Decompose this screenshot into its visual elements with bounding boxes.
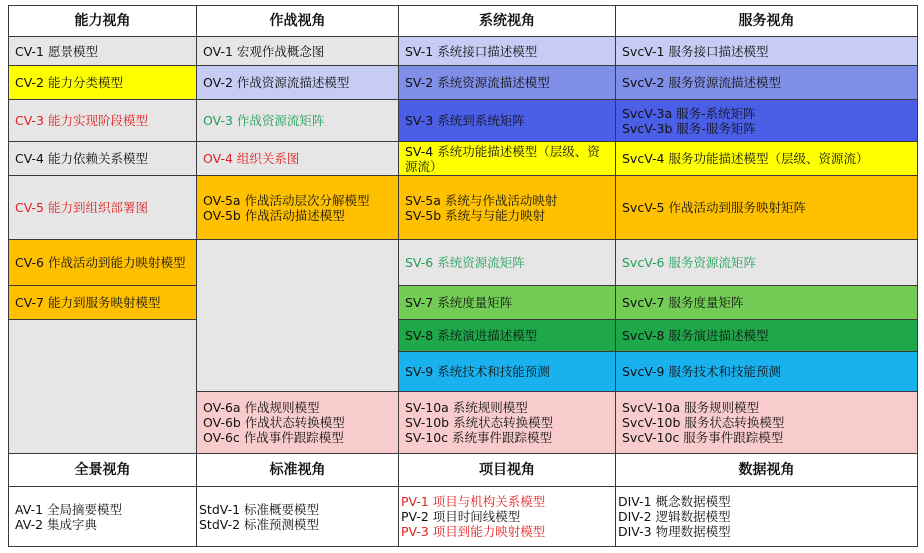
sv4-cell — [398, 141, 616, 176]
svcv2-cell — [615, 65, 918, 100]
header-data — [615, 453, 918, 487]
cv7-label: CV-7 能力到服务映射模型 — [15, 295, 161, 310]
cv1-label: CV-1 愿景模型 — [15, 43, 98, 59]
svcv6-label: SvcV-6 服务资源流矩阵 — [622, 255, 756, 270]
header-operational-text: 作战视角 — [269, 12, 326, 29]
header-systems — [398, 5, 616, 37]
svcv5-label: SvcV-5 作战活动到服务映射矩阵 — [622, 200, 806, 215]
sv3-cell — [398, 99, 616, 142]
header-services — [615, 5, 918, 37]
sv8-label: SV-8 系统演进描述模型 — [405, 328, 538, 343]
cv6-cell — [8, 239, 197, 286]
header-services-text: 服务视角 — [738, 12, 795, 29]
svcv10b-label: SvcV-10b 服务状态转换模型 — [622, 415, 785, 430]
svcv3b-label: SvcV-3b 服务-服务矩阵 — [622, 120, 756, 136]
cv5-label: CV-5 能力到组织部署图 — [15, 200, 148, 215]
sv5a-label: SV-5a 系统与作战活动映射 — [405, 192, 558, 208]
cv4-cell — [8, 141, 197, 176]
sv2-cell — [398, 65, 616, 100]
header-standards — [196, 453, 399, 487]
pv1-label: PV-1 项目与机构关系模型 — [401, 494, 546, 509]
svcv7-cell — [615, 285, 918, 320]
sv7-label: SV-7 系统度量矩阵 — [405, 295, 513, 310]
pv-cell — [398, 486, 616, 547]
header-operational — [196, 5, 399, 37]
div-cell — [615, 486, 918, 547]
sv3-label: SV-3 系统到系统矩阵 — [405, 113, 525, 128]
ov4-label: OV-4 组织关系图 — [203, 151, 300, 166]
ov3-cell — [196, 99, 399, 142]
header-all — [8, 453, 197, 487]
div3-label: DIV-3 物理数据模型 — [618, 524, 731, 539]
sv8-cell — [398, 319, 616, 352]
sv9-label: SV-9 系统技术和技能预测 — [405, 364, 550, 379]
header-project-text: 项目视角 — [479, 461, 535, 478]
sv7-cell — [398, 285, 616, 320]
ov5b-label: OV-5b 作战活动描述模型 — [203, 207, 345, 223]
ov5a-label: OV-5a 作战活动层次分解模型 — [203, 192, 370, 208]
svcv4-label: SvcV-4 服务功能描述模型（层级、资源流） — [622, 151, 869, 166]
sv4-label: SV-4 系统功能描述模型（层级、资源流） — [405, 143, 600, 174]
sv10b-label: SV-10b 系统状态转换模型 — [405, 415, 554, 430]
cv7-cell — [8, 285, 197, 320]
ov6c-label: OV-6c 作战事件跟踪模型 — [203, 430, 344, 445]
ov2-cell — [196, 65, 399, 100]
svcv8-label: SvcV-8 服务演进描述模型 — [622, 328, 769, 343]
ov3-label: OV-3 作战资源流矩阵 — [203, 113, 325, 128]
header-project — [398, 453, 616, 487]
sv10a-label: SV-10a 系统规则模型 — [405, 400, 528, 415]
div2-label: DIV-2 逻辑数据模型 — [618, 509, 731, 524]
svcv8-cell — [615, 319, 918, 352]
header-all-text: 全景视角 — [74, 461, 131, 478]
stdv2-label: StdV-2 标准预测模型 — [199, 516, 320, 532]
sv6-label: SV-6 系统资源流矩阵 — [405, 255, 525, 270]
capability-empty-cell — [8, 319, 197, 454]
header-standards-text: 标准视角 — [269, 461, 326, 478]
pv3-label: PV-3 项目到能力映射模型 — [401, 524, 546, 539]
sv9-cell — [398, 351, 616, 392]
av2-label: AV-2 集成字典 — [15, 516, 98, 532]
svcv5-cell — [615, 175, 918, 240]
header-systems-text: 系统视角 — [479, 12, 535, 29]
cv3-label: CV-3 能力实现阶段模型 — [15, 113, 148, 128]
cv2-label: CV-2 能力分类模型 — [15, 75, 123, 90]
svcv10-cell — [615, 391, 918, 454]
svcv1-label: SvcV-1 服务接口描述模型 — [622, 43, 769, 59]
sv5-cell — [398, 175, 616, 240]
svcv10a-label: SvcV-10a 服务规则模型 — [622, 400, 760, 415]
div1-label: DIV-1 概念数据模型 — [618, 494, 731, 509]
cv4-label: CV-4 能力依赖关系模型 — [15, 151, 148, 166]
sv1-label: SV-1 系统接口描述模型 — [405, 43, 538, 59]
cv2-cell — [8, 65, 197, 100]
av1-label: AV-1 全局摘要模型 — [15, 501, 123, 517]
ov5-cell — [196, 175, 399, 240]
sv6-cell — [398, 239, 616, 286]
svcv3-cell — [615, 99, 918, 142]
sv10-cell — [398, 391, 616, 454]
cv6-label: CV-6 作战活动到能力映射模型 — [15, 255, 186, 270]
stdv-cell — [196, 486, 399, 547]
cv5-cell — [8, 175, 197, 240]
svcv10c-label: SvcV-10c 服务事件跟踪模型 — [622, 430, 784, 445]
pv2-label: PV-2 项目时间线模型 — [401, 509, 521, 524]
ov6b-label: OV-6b 作战状态转换模型 — [203, 415, 345, 430]
ov4-cell — [196, 141, 399, 176]
svcv2-label: SvcV-2 服务资源流描述模型 — [622, 75, 781, 90]
svcv1-cell — [615, 36, 918, 66]
svcv4-cell — [615, 141, 918, 176]
sv2-label: SV-2 系统资源流描述模型 — [405, 75, 550, 90]
cv1-cell — [8, 36, 197, 66]
cv3-cell — [8, 99, 197, 142]
operational-empty-cell — [196, 239, 399, 392]
svcv6-cell — [615, 239, 918, 286]
svcv9-label: SvcV-9 服务技术和技能预测 — [622, 364, 781, 379]
ov1-label: OV-1 宏观作战概念图 — [203, 43, 325, 59]
svcv9-cell — [615, 351, 918, 392]
sv10c-label: SV-10c 系统事件跟踪模型 — [405, 430, 553, 445]
stdv1-label: StdV-1 标准概要模型 — [199, 501, 320, 517]
ov1-cell — [196, 36, 399, 66]
ov6-cell — [196, 391, 399, 454]
svcv3a-label: SvcV-3a 服务-系统矩阵 — [622, 105, 756, 121]
av-cell — [8, 486, 197, 547]
sv1-cell — [398, 36, 616, 66]
svcv7-label: SvcV-7 服务度量矩阵 — [622, 295, 744, 310]
ov2-label: OV-2 作战资源流描述模型 — [203, 75, 350, 90]
header-capability — [8, 5, 197, 37]
sv5b-label: SV-5b 系统与与能力映射 — [405, 207, 546, 223]
header-capability-text: 能力视角 — [74, 12, 131, 29]
ov6a-label: OV-6a 作战规则模型 — [203, 400, 320, 415]
header-data-text: 数据视角 — [738, 461, 795, 478]
